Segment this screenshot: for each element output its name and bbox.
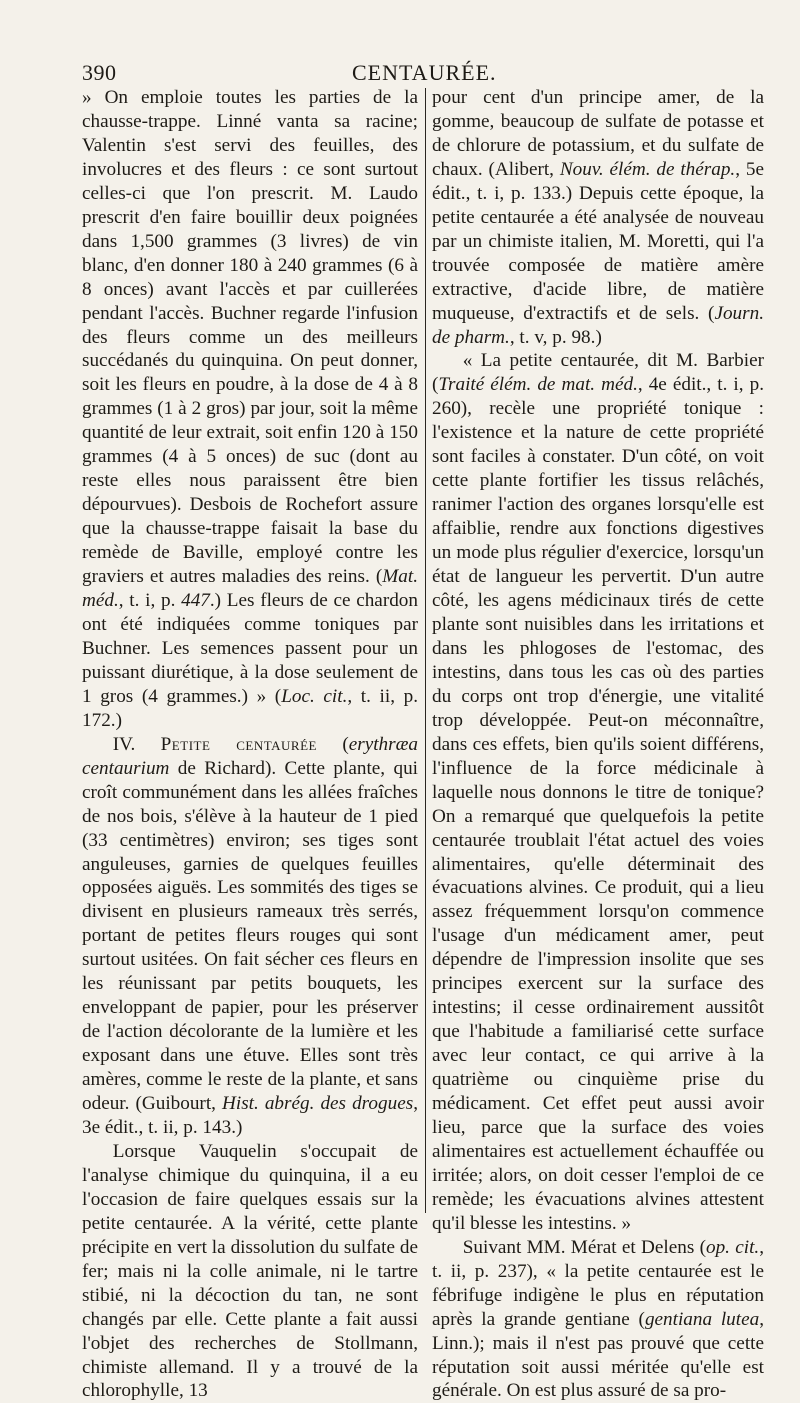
section-heading: Petite centaurée bbox=[160, 733, 317, 755]
right-column bbox=[432, 86, 764, 1403]
paragraph-alibert: pour cent d'un principe amer, de la gomme, beaucoup de sulfate de potasse et de chlorure de potassium, et du sulfate de chaux. (Alibert, Nouv. élém. de thérap., 5e édit., t. i, p. 133.) Depuis cette époque, la petite centaurée a été analysée de nouveau par un chimiste italien, M. Moretti, qui l'a trouvée composée de matière amère extractive, d'acide libre, de matière muqueuse, d'extractifs et de sels. (Journ. de pharm., t. v, p. 98.) bbox=[432, 87, 764, 348]
paragraph-barbier: « La petite centaurée, dit M. Barbier (Traité élém. de mat. méd., 4e édit., t. i, p. 260), recèle une propriété tonique : l'existence et la nature de cette propriété sont faciles à constater. D'un côté, on voit cette plante fortifier les tissus relâchés, ranimer l'action des organes lorsqu'elle est affaiblie, rendre aux fonctions digestives un mode plus régulier d'exercice, lorsqu'un état de langueur les pervertit. D'un autre côté, les agens médicinaux tirés de cette plante sont nuisibles dans les irritations et dans les phlogoses de l'estomac, des intestins, dans tous les cas où des parties du corps ont trop d'énergie, une vitalité trop développée. Peut-on méconnaître, dans ces effets, bien qu'ils soient différens, l'influence de la force médicinale à laquelle nous donnons le titre de tonique? On a remarqué que quelquefois la petite centaurée troublait l'état actuel des voies alimentaires, qu'elle déterminait des évacuations alvines. Ce produit, qui a lieu assez fréquemment lorsqu'on commence l'usage d'un médicament amer, peut dépendre de l'impression insolite que ses principes exercent sur la surface des intestins; il cesse ordinairement aussitôt que l'habitude a familiarisé cette surface avec leur contact, ce qui arrive à la quatrième ou cinquième prise du médicament. Cet effet peut aussi avoir lieu, parce que la surface des voies alimentaires est actuellement échauffée ou irritée; alors, on doit cesser l'emploi de ce remède; les évacuations alvines attestent qu'il blesse les intestins. » bbox=[432, 350, 764, 1234]
paragraph-vauquelin: Lorsque Vauquelin s'occupait de l'analyse chimique du quinquina, il a eu l'occasion de faire quelques essais sur la petite centaurée. A la vérité, cette plante précipite en vert la dissolution du sulfate de fer; mais ni la colle animale, ni le tartre stibié, ni la décoction du tan, ne sont changés par elle. Cette plante a fait aussi l'objet des recherches de Stollmann, chimiste allemand. Il y a trouvé de la chlorophylle, 13 bbox=[82, 1140, 418, 1402]
paragraph-chausse-trappe: » On emploie toutes les parties de la chausse-trappe. Linné vanta sa racine; Valentin s'est servi des feuilles, des involucres et des fleurs : ce sont surtout celles-ci que l'on prescrit. M. Laudo prescrit d'en faire bouillir deux poignées dans 1,500 grammes (3 livres) de vin blanc, d'en donner 180 à 240 grammes (6 à 8 onces) avant l'accès et par cuillerées pendant l'accès. Buchner regarde l'infusion des fleurs comme un des meilleurs succédanés du quinquina. On peut donner, soit les fleurs en poudre, à la dose de 4 à 8 grammes (1 à 2 gros) par jour, soit la même quantité de leur extrait, soit enfin 120 à 150 grammes (4 à 5 onces) de suc (dont au reste elles nous paraissent être bien dépourvues). Desbois de Rochefort assure que la chausse-trappe faisait la base du remède de Baville, employé contre les graviers et autres maladies des reins. (Mat. méd., t. i, p. 447.) Les fleurs de ce chardon ont été indiquées comme toniques par Buchner. Les semences passent pour un puissant diurétique, à la dose seulement de 1 gros (4 grammes.) » (Loc. cit., t. ii, p. 172.) bbox=[82, 87, 418, 731]
paragraph-merat-delens: Suivant MM. Mérat et Delens (op. cit., t. ii, p. 237), « la petite centaurée est le fébrifuge indigène le plus en réputation après la grande gentiane (gentiana lutea, Linn.); mais il n'est pas prouvé que cette réputation soit aussi méritée qu'elle est générale. On est plus assuré de sa pro- bbox=[432, 1236, 765, 1402]
page-number: 390 bbox=[82, 60, 117, 85]
left-column bbox=[82, 86, 418, 1403]
column-divider bbox=[425, 88, 426, 1213]
paragraph-petite-centauree: IV. Petite centaurée (erythræa centaurium de Richard). Cette plante, qui croît communément dans les allées fraîches de nos bois, s'élève à la hauteur de 1 pied (33 centimètres) environ; ses tiges sont anguleuses, garnies de quelques feuilles opposées aiguës. Les sommités des tiges se divisent en plusieurs rameaux très serrés, portant de petites fleurs rouges qui sont surtout usitées. On fait sécher ces fleurs en les réunissant par petits bouquets, les enveloppant de papier, pour les préserver de l'action décolorante de la lumière et les exposant dans une étuve. Elles sont très amères, comme le reste de la plante, et sans odeur. (Guibourt, Hist. abrég. des drogues, 3e édit., t. ii, p. 143.) bbox=[82, 733, 419, 1138]
running-head: CENTAURÉE. bbox=[352, 60, 497, 85]
